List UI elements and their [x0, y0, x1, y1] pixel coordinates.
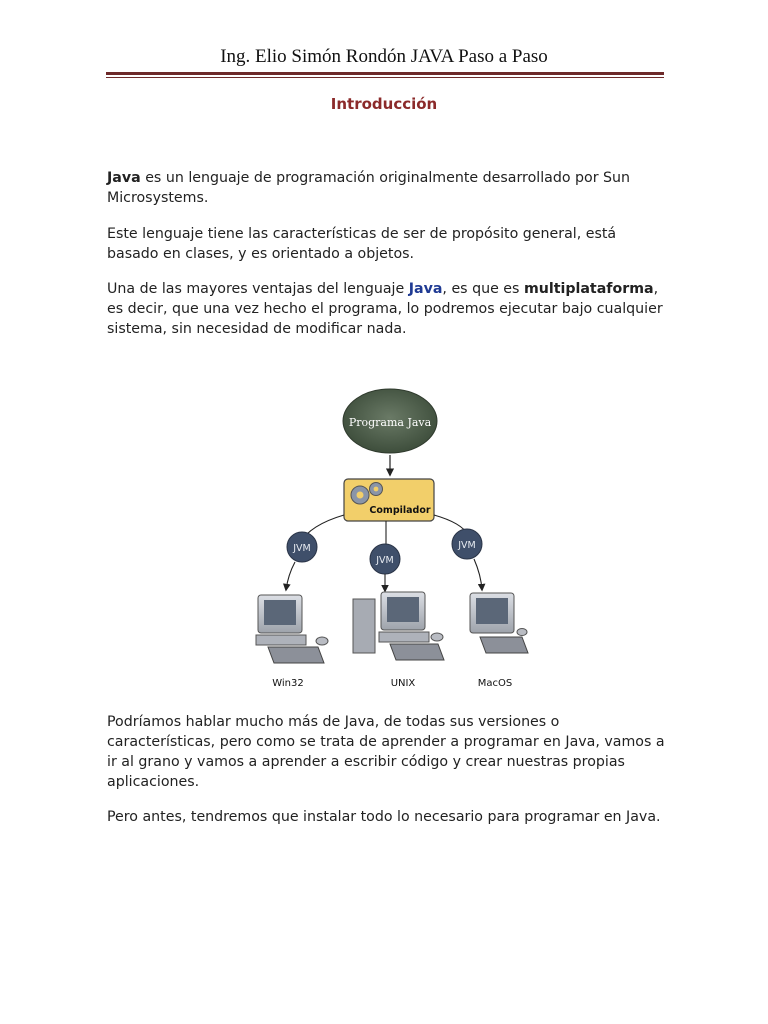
header-rule-thick: [106, 72, 664, 75]
java-compilation-diagram: [240, 385, 540, 695]
platform-label-macos: MacOS: [477, 678, 513, 689]
computer-icon-unix: [353, 592, 444, 660]
jvm-label-unix: JVM: [376, 555, 394, 566]
java-term: Java: [107, 170, 141, 186]
jvm-circle-win32: [287, 532, 317, 562]
jvm-circle-macos: [452, 529, 482, 559]
compiler-label: Compilador: [369, 505, 431, 516]
computer-icon-win32: [256, 595, 328, 663]
platform-label-win32: Win32: [272, 678, 304, 689]
platform-label-unix: UNIX: [390, 678, 416, 689]
paragraph-intro-text: es un lenguaje de programación originalmente desarrollado por Sun Microsystems.: [107, 170, 631, 206]
java-highlight: Java: [408, 281, 443, 297]
paragraph-advantages: [107, 279, 667, 339]
p3-middle: , es que es: [442, 281, 524, 297]
arrow-to-win32: [286, 562, 295, 590]
paragraph-more-java: Podríamos hablar mucho más de Java, de todas sus versiones o características, pero como se trata de aprender a programar en Java, vamos a ir al grano y vamos a aprender a escribir código y crear nuestras propias aplicaciones.: [107, 714, 665, 790]
header-rule-thin: [106, 77, 664, 78]
page-header-title: Ing. Elio Simón Rondón JAVA Paso a Paso: [220, 46, 548, 67]
paragraph-intro: [107, 168, 667, 208]
multiplataforma-term: multiplataforma: [523, 281, 654, 297]
program-label: Programa Java: [348, 416, 432, 429]
p3-before: Una de las mayores ventajas del lenguaje: [107, 281, 409, 297]
jvm-label-win32: JVM: [293, 543, 311, 554]
arrow-to-macos: [474, 559, 482, 590]
jvm-circle-unix: [370, 544, 400, 574]
p3-after: , es decir, que una vez hecho el programa, lo podremos ejecutar bajo cualquier sistema, sin necesidad de modificar nada.: [107, 281, 663, 337]
paragraph-features: Este lenguaje tiene las características de ser de propósito general, está basado en clases, y es orientado a objetos.: [107, 226, 617, 262]
computer-icon-macos: [470, 593, 528, 653]
paragraph-install: Pero antes, tendremos que instalar todo lo necesario para programar en Java.: [107, 809, 661, 825]
section-title: Introducción: [330, 95, 438, 113]
jvm-label-macos: JVM: [458, 540, 476, 551]
